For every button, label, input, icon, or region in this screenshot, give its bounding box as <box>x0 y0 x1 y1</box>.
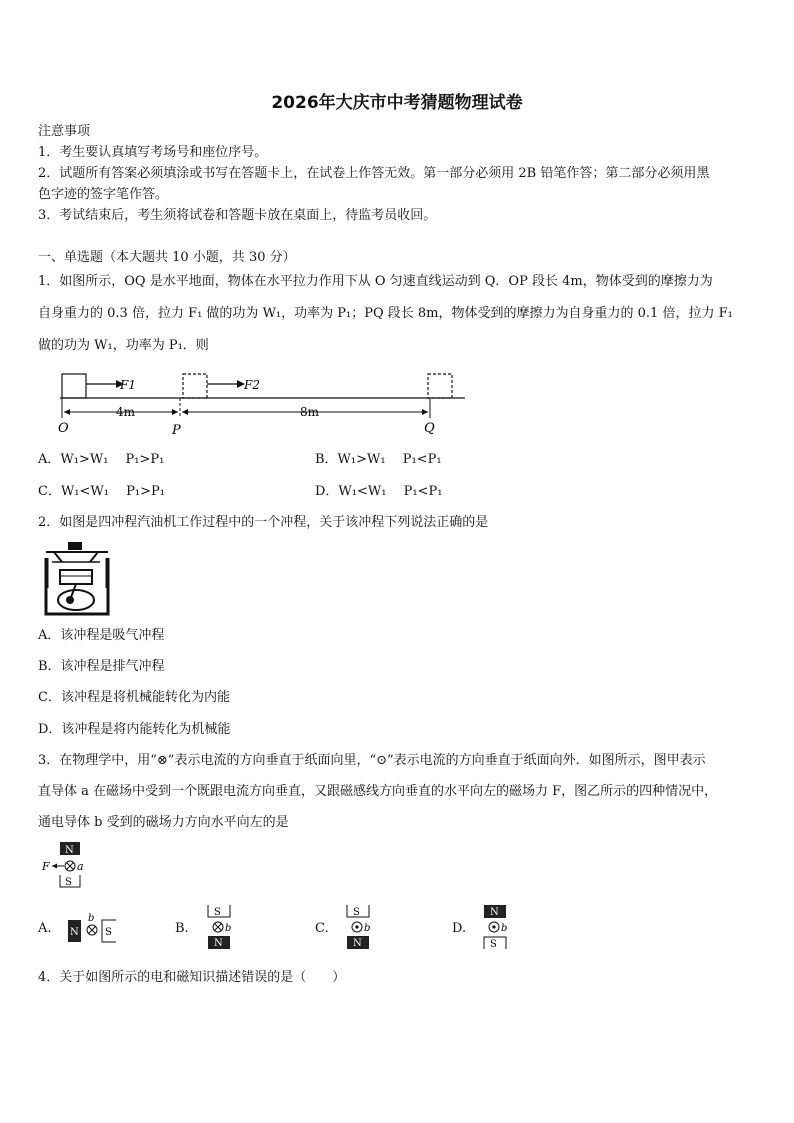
q3-option-a-figure <box>66 910 122 946</box>
q3-option-c-figure <box>339 903 389 951</box>
q4-stem: 4．关于如图所示的电和磁知识描述错误的是（ ） <box>38 970 346 985</box>
q3-figure-main <box>40 840 100 890</box>
q3-main-a: a <box>77 860 84 873</box>
q1-line-1: 1．如图所示，OQ 是水平地面，物体在水平拉力作用下从 O 匀速直线运动到 Q．OP 段长 4m，物体受到的摩擦力为 <box>38 274 713 289</box>
q3-main-n: N <box>65 845 74 856</box>
q1-point-q: Q <box>424 421 435 436</box>
q3-option-d-label: D. <box>452 921 467 936</box>
q1-line-2: 自身重力的 0.3 倍，拉力 F₁ 做的功为 W₁，功率为 P₁；PQ 段长 8m，物体受到的摩擦力为自身重力的 0.1 倍，拉力 F₁ <box>38 306 733 321</box>
q3-option-b-label: B. <box>175 921 189 936</box>
q3-line-3: 通电导体 b 受到的磁场力方向水平向左的是 <box>38 815 289 830</box>
q3-b-n: N <box>214 938 223 949</box>
notice-heading: 注意事项 <box>38 124 91 139</box>
q2-stem: 2．如图是四冲程汽油机工作过程中的一个冲程，关于该冲程下列说法正确的是 <box>38 515 489 530</box>
q3-c-b: b <box>364 923 371 934</box>
q1-len-op: 4m <box>116 405 136 419</box>
q3-main-f: F <box>42 860 50 873</box>
q1-line-3: 做的功为 W₁，功率为 P₁．则 <box>38 338 209 353</box>
q3-option-c-label: C. <box>315 921 329 936</box>
q3-main-s: S <box>65 877 72 888</box>
q3-line-2: 直导体 a 在磁场中受到一个既跟电流方向垂直，又跟磁感线方向垂直的水平向左的磁场力 F，图乙所示的四种情况中， <box>38 784 718 799</box>
exam-title: 2026年大庆市中考猜题物理试卷 <box>271 93 523 113</box>
q3-line-1: 3．在物理学中，用“⊗”表示电流的方向垂直于纸面向里，“⊙”表示电流的方向垂直于纸面向外．如图所示，图甲表示 <box>38 753 706 768</box>
q1-point-o: O <box>58 421 69 436</box>
q3-d-b: b <box>501 923 508 934</box>
q1-motion-diagram <box>50 368 470 438</box>
q1-option-d: D．W₁<W₁ P₁<P₁ <box>315 484 443 499</box>
q2-option-a: A．该冲程是吸气冲程 <box>38 628 165 643</box>
q1-option-a: A．W₁>W₁ P₁>P₁ <box>38 452 165 467</box>
q1-point-p: P <box>172 423 181 438</box>
notice-item-3: 3．考试结束后，考生须将试卷和答题卡放在桌面上，待监考员收回。 <box>38 208 437 223</box>
section-heading: 一、单选题（本大题共 10 小题，共 30 分） <box>38 250 296 265</box>
q3-a-n: N <box>70 927 79 938</box>
q1-f2-label: F2 <box>244 378 260 392</box>
q3-d-s: S <box>490 939 497 950</box>
q2-option-d: D．该冲程是将内能转化为机械能 <box>38 722 231 737</box>
q3-b-b: b <box>225 923 232 934</box>
q3-a-b: b <box>88 913 95 924</box>
notice-item-2: 2．试题所有答案必须填涂或书写在答题卡上，在试卷上作答无效。第一部分必须用 2B 铅笔作答；第二部分必须用黑 <box>38 166 710 181</box>
q3-c-s: S <box>353 907 360 918</box>
q3-c-n: N <box>353 938 362 949</box>
q2-option-b: B．该冲程是排气冲程 <box>38 659 165 674</box>
q3-d-n: N <box>490 907 499 918</box>
q2-option-c: C．该冲程是将机械能转化为内能 <box>38 690 230 705</box>
q1-option-c: C．W₁<W₁ P₁>P₁ <box>38 484 165 499</box>
q3-a-s: S <box>105 927 112 938</box>
notice-item-1: 1．考生要认真填写考场号和座位序号。 <box>38 145 268 160</box>
notice-item-2-cont: 色字迹的签字笔作答。 <box>38 187 169 202</box>
q2-engine-diagram <box>38 540 114 616</box>
q3-option-d-figure <box>476 903 526 951</box>
q1-option-b: B．W₁>W₁ P₁<P₁ <box>315 452 442 467</box>
q3-option-a-label: A. <box>38 921 52 936</box>
q1-len-pq: 8m <box>300 405 320 419</box>
q3-b-s: S <box>214 907 221 918</box>
q3-option-b-figure <box>200 903 250 951</box>
q1-f1-label: F1 <box>120 378 136 392</box>
